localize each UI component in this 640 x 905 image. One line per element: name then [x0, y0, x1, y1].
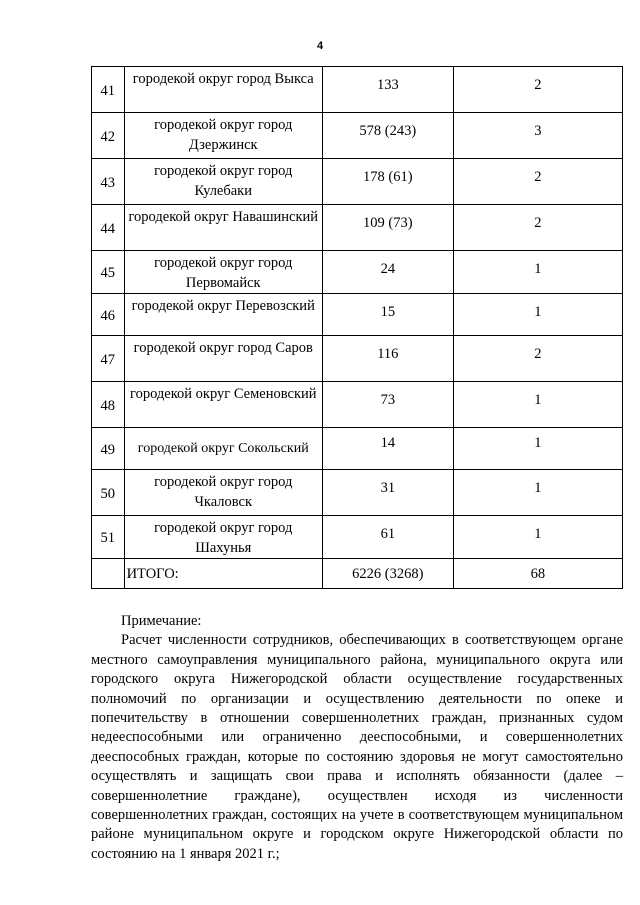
- table-row: [92, 336, 623, 382]
- citizen-count: 14: [322, 428, 453, 470]
- citizen-count: 31: [322, 470, 453, 516]
- total-row: [92, 559, 623, 589]
- staff-count: 1: [453, 470, 622, 516]
- page-number: 4: [316, 40, 324, 52]
- district-name: городекой округ город Саров: [124, 336, 322, 382]
- citizen-count: 73: [322, 382, 453, 428]
- row-number: 50: [92, 470, 125, 516]
- citizen-count: 61: [322, 516, 453, 559]
- table-row: [92, 382, 623, 428]
- table-row: [92, 428, 623, 470]
- staff-count: 1: [453, 516, 622, 559]
- row-number: 47: [92, 336, 125, 382]
- total-num-cell: [92, 559, 125, 589]
- row-number: 42: [92, 113, 125, 159]
- district-name: городекой округ Сокольский: [124, 428, 322, 470]
- citizen-count: 109 (73): [322, 205, 453, 251]
- district-name: городекой округ город Кулебаки: [124, 159, 322, 205]
- table-row: [92, 251, 623, 294]
- citizen-count: 178 (61): [322, 159, 453, 205]
- table-row: [92, 113, 623, 159]
- row-number: 44: [92, 205, 125, 251]
- staff-count: 3: [453, 113, 622, 159]
- note-section: [91, 612, 623, 864]
- staff-count: 2: [453, 336, 622, 382]
- district-table: [91, 66, 623, 589]
- row-number: 45: [92, 251, 125, 294]
- staff-count: 2: [453, 159, 622, 205]
- district-name: городекой округ город Дзержинск: [124, 113, 322, 159]
- row-number: 48: [92, 382, 125, 428]
- district-name: городекой округ город Шахунья: [124, 516, 322, 559]
- table-body: [92, 67, 623, 589]
- citizen-count: 116: [322, 336, 453, 382]
- district-name: городекой округ Перевозский: [124, 294, 322, 336]
- row-number: 49: [92, 428, 125, 470]
- district-name: городекой округ город Чкаловск: [124, 470, 322, 516]
- row-number: 51: [92, 516, 125, 559]
- total-count: 6226 (3268): [322, 559, 453, 589]
- total-staff: 68: [453, 559, 622, 589]
- row-number: 41: [92, 67, 125, 113]
- table-row: [92, 470, 623, 516]
- note-body: Расчет численности сотрудников, обеспечивающих в соответствующем органе местного самоуправления муниципального района, муниципального округа или городского округа Нижегородской области осуществление государственных полномочий по организации и осуществлению деятельности по опеке и попечительству в отношении совершеннолетних граждан, признанных судом недееспособными или ограниченно дееспособными, и совершеннолетних дееспособных граждан, которые по состоянию здоровья не могут самостоятельно осуществлять и защищать свои права и исполнять обязанности (далее – совершеннолетние граждане), осуществлен исходя из численности совершеннолетних граждан, состоящих на учете в соответствующем муниципальном районе муниципальном округе и городском округе Нижегородской области по состоянию на 1 января 2021 г.;: [91, 632, 623, 862]
- row-number: 43: [92, 159, 125, 205]
- staff-count: 2: [453, 67, 622, 113]
- table-row: [92, 159, 623, 205]
- citizen-count: 24: [322, 251, 453, 294]
- citizen-count: 578 (243): [322, 113, 453, 159]
- district-name: городекой округ город Выкса: [124, 67, 322, 113]
- row-number: 46: [92, 294, 125, 336]
- citizen-count: 15: [322, 294, 453, 336]
- district-name: городекой округ Семеновский: [124, 382, 322, 428]
- total-label: ИТОГО:: [124, 559, 322, 589]
- note-title: Примечание:: [121, 613, 202, 629]
- staff-count: 2: [453, 205, 622, 251]
- table-row: [92, 516, 623, 559]
- table-row: [92, 67, 623, 113]
- staff-count: 1: [453, 428, 622, 470]
- table-row: [92, 205, 623, 251]
- staff-count: 1: [453, 251, 622, 294]
- staff-count: 1: [453, 294, 622, 336]
- table-row: [92, 294, 623, 336]
- district-name: городекой округ город Первомайск: [124, 251, 322, 294]
- staff-count: 1: [453, 382, 622, 428]
- citizen-count: 133: [322, 67, 453, 113]
- district-name: городекой округ Навашинский: [124, 205, 322, 251]
